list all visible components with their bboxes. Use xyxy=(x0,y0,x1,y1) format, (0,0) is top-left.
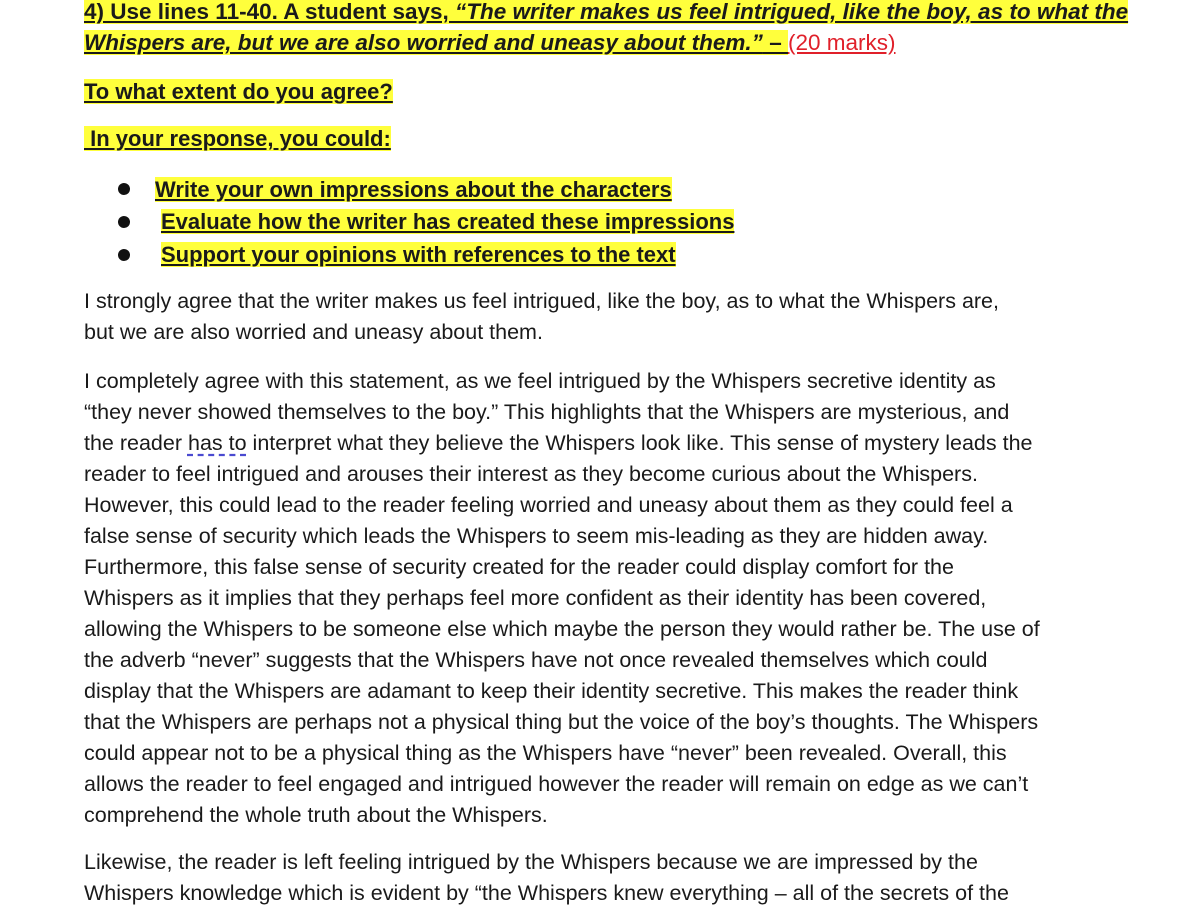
bullet-item-1: Write your own impressions about the characters xyxy=(155,177,672,202)
paragraph-line: Whispers knowledge which is evident by “the Whispers knew everything – all of the secrets of the xyxy=(84,881,1009,905)
paragraph-line: false sense of security which leads the Whispers to seem mis-leading as they are hidden away. xyxy=(84,524,989,548)
grammar-suggestion-underline[interactable]: has to xyxy=(187,431,247,455)
paragraph-line: Furthermore, this false sense of security created for the reader could display comfort for the xyxy=(84,555,954,579)
paragraph-line: comprehend the whole truth about the Whispers. xyxy=(84,803,548,827)
paragraph-line: could appear not to be a physical thing as the Whispers have “never” been revealed. Overall, this xyxy=(84,741,1007,765)
question-heading-line-2 xyxy=(84,28,895,58)
bullet-item-3: Support your opinions with references to the text xyxy=(161,242,676,267)
student-quote-part-2: Whispers are, but we are also worried and uneasy about them.” xyxy=(84,30,763,55)
marks-label: (20 marks) xyxy=(787,30,896,55)
response-intro: In your response, you could: xyxy=(84,126,391,151)
student-quote-part-1: “The writer makes us feel intrigued, like the boy, as to what the xyxy=(455,0,1129,24)
paragraph-line: Likewise, the reader is left feeling intrigued by the Whispers because we are impressed by the xyxy=(84,850,978,874)
paragraph-line: allows the reader to feel engaged and intrigued however the reader will remain on edge as we can’t xyxy=(84,772,1029,796)
question-dash: – xyxy=(762,30,788,55)
paragraph-line: allowing the Whispers to be someone else which maybe the person they would rather be. The use of xyxy=(84,617,1040,641)
paragraph-line: the reader has to interpret what they believe the Whispers look like. This sense of mystery leads the xyxy=(84,431,1033,455)
paragraph-line: I completely agree with this statement, as we feel intrigued by the Whispers secretive identity as xyxy=(84,369,996,393)
paragraph-line: that the Whispers are perhaps not a physical thing but the voice of the boy’s thoughts. The Whispers xyxy=(84,710,1039,734)
paragraph-line: the adverb “never” suggests that the Whispers have not once revealed themselves which could xyxy=(84,648,988,672)
bullet-dot xyxy=(118,183,130,195)
extent-prompt: To what extent do you agree? xyxy=(84,79,393,104)
question-number: 4) Use lines 11-40. A student says, xyxy=(84,0,455,24)
question-heading-line-1 xyxy=(84,0,1128,27)
paragraph-line: reader to feel intrigued and arouses their interest as they become curious about the Whispers. xyxy=(84,462,978,486)
paragraph-1 xyxy=(84,286,1084,348)
bullet-item-2: Evaluate how the writer has created these impressions xyxy=(161,209,735,234)
bullet-dot xyxy=(118,216,130,228)
paragraph-3 xyxy=(84,847,1084,909)
paragraph-2 xyxy=(84,366,1084,831)
paragraph-line: but we are also worried and uneasy about them. xyxy=(84,320,543,344)
paragraph-line: I strongly agree that the writer makes us feel intrigued, like the boy, as to what the Whispers are, xyxy=(84,289,999,313)
paragraph-line: “they never showed themselves to the boy.” This highlights that the Whispers are mysterious, and xyxy=(84,400,1010,424)
paragraph-line: display that the Whispers are adamant to keep their identity secretive. This makes the reader think xyxy=(84,679,1019,703)
paragraph-line: Whispers as it implies that they perhaps feel more confident as their identity has been covered, xyxy=(84,586,987,610)
bullet-dot xyxy=(118,249,130,261)
paragraph-line: However, this could lead to the reader feeling worried and uneasy about them as they could feel a xyxy=(84,493,1013,517)
